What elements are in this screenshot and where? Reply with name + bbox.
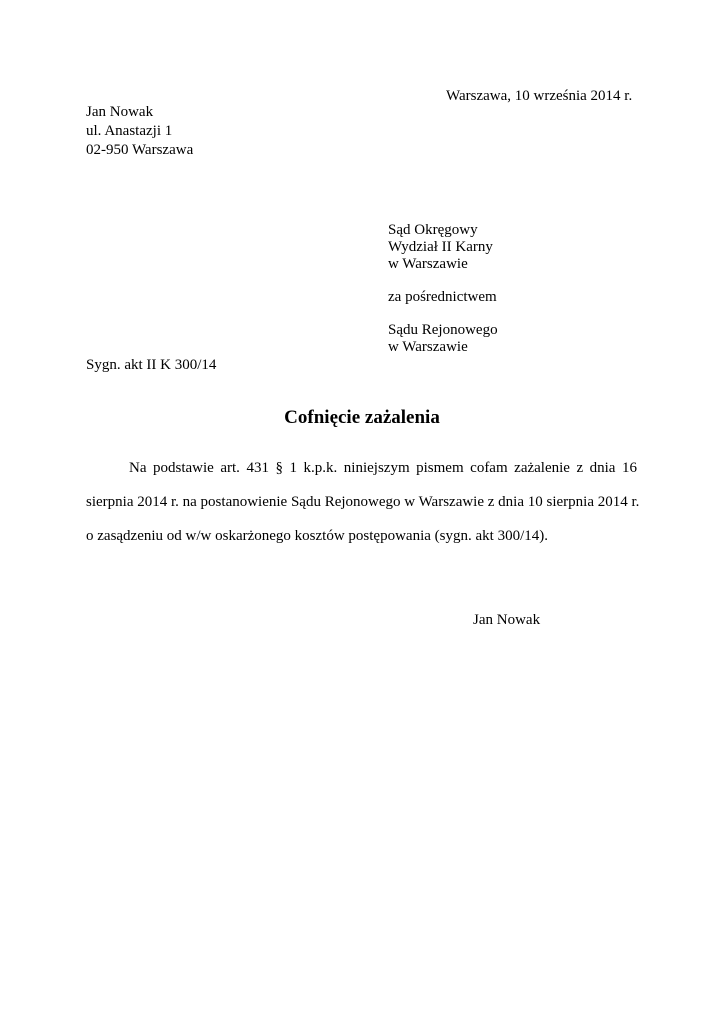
addressee-division: Wydział II Karny <box>388 239 493 255</box>
addressee-block <box>388 221 498 355</box>
addressee-court: Sąd Okręgowy <box>388 222 478 238</box>
via-label: za pośrednictwem <box>388 289 497 305</box>
addressee-city: w Warszawie <box>388 256 468 272</box>
body-paragraph <box>86 459 640 561</box>
place-date: Warszawa, 10 września 2014 r. <box>446 88 633 104</box>
via-court: Sądu Rejonowego <box>388 322 498 338</box>
body-line: sierpnia 2014 r. na postanowienie Sądu Rejonowego w Warszawie z dnia 10 sierpnia 2014 r. <box>86 494 640 510</box>
sender-name: Jan Nowak <box>86 104 154 120</box>
via-city: w Warszawie <box>388 339 468 355</box>
body-line: Na podstawie art. 431 § 1 k.p.k. niniejszym pismem cofam zażalenie z dnia 16 <box>129 460 637 476</box>
body-line: o zasądzeniu od w/w oskarżonego kosztów postępowania (sygn. akt 300/14). <box>86 528 548 544</box>
sender-city: 02-950 Warszawa <box>86 142 194 158</box>
sender-address <box>86 103 193 160</box>
case-reference: Sygn. akt II K 300/14 <box>86 357 217 373</box>
sender-street: ul. Anastazji 1 <box>86 123 173 139</box>
signature: Jan Nowak <box>473 612 541 628</box>
document-title: Cofnięcie zażalenia <box>284 407 440 428</box>
